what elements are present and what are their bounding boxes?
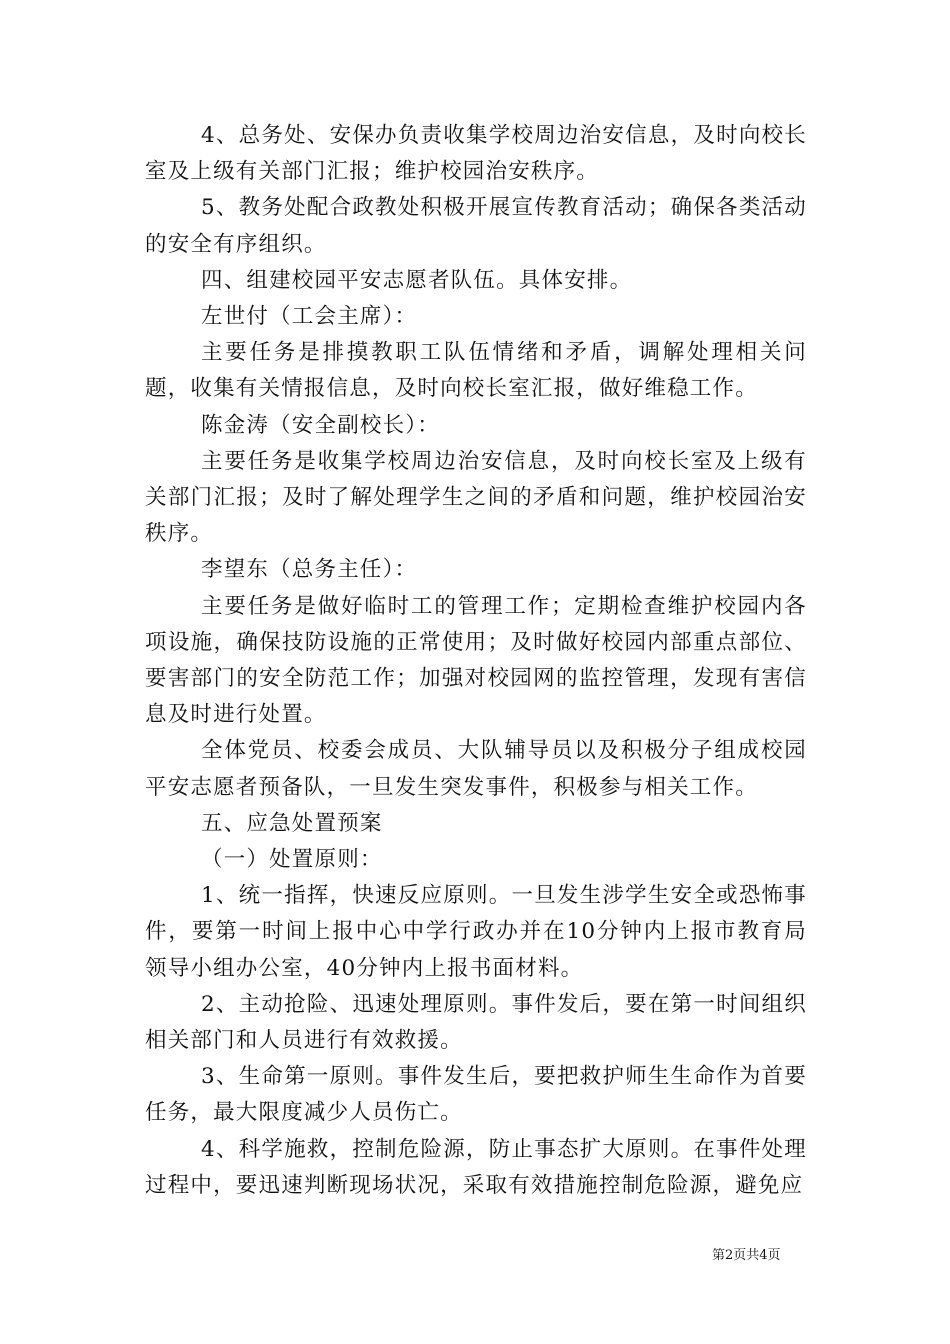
page-number: 第2页共4页 [712, 1248, 781, 1263]
paragraph: 3、生命第一原则。事件发生后，要把救护师生生命作为首要任务，最大限度减少人员伤亡。 [145, 1064, 807, 1126]
paragraph: 1、统一指挥，快速反应原则。一旦发生涉学生安全或恐怖事件，要第一时间上报中心中学行政办并在10分钟内上报市教育局领导小组办公室，40分钟内上报书面材料。 [145, 883, 807, 981]
person-label: 陈金涛（安全副校长）： [201, 412, 440, 438]
section-heading: 五、应急处置预案 [201, 810, 383, 836]
document-body [145, 118, 807, 1204]
paragraph: 4、科学施救，控制危险源，防止事态扩大原则。在事件处理过程中，要迅速判断现场状况，采取有效措施控制危险源，避免应 [145, 1136, 807, 1198]
paragraph: 全体党员、校委会成员、大队辅导员以及积极分子组成校园平安志愿者预备队，一旦发生突发事件，积极参与相关工作。 [145, 738, 807, 800]
subsection-heading: （一）处置原则： [201, 847, 383, 873]
paragraph: 主要任务是做好临时工的管理工作；定期检查维护校园内各项设施，确保技防设施的正常使用；及时做好校园内部重点部位、要害部门的安全防范工作；加强对校园网的监控管理，发现有害信息及时进行处置。 [145, 593, 807, 728]
person-label: 李望东（总务主任）： [201, 557, 418, 583]
paragraph: 主要任务是排摸教职工队伍情绪和矛盾，调解处理相关问题，收集有关情报信息，及时向校长室汇报，做好维稳工作。 [145, 340, 807, 402]
paragraph: 5、教务处配合政教处积极开展宣传教育活动；确保各类活动的安全有序组织。 [145, 195, 807, 257]
paragraph: 2、主动抢险、迅速处理原则。事件发后，要在第一时间组织相关部门和人员进行有效救援。 [145, 991, 807, 1054]
section-heading: 四、组建校园平安志愿者队伍。具体安排。 [201, 267, 633, 293]
person-label: 左世付（工会主席）： [201, 304, 418, 330]
paragraph: 4、总务处、安保办负责收集学校周边治安信息，及时向校长室及上级有关部门汇报；维护校园治安秩序。 [145, 123, 807, 185]
paragraph: 主要任务是收集学校周边治安信息，及时向校长室及上级有关部门汇报；及时了解处理学生之间的矛盾和问题，维护校园治安秩序。 [145, 448, 807, 547]
